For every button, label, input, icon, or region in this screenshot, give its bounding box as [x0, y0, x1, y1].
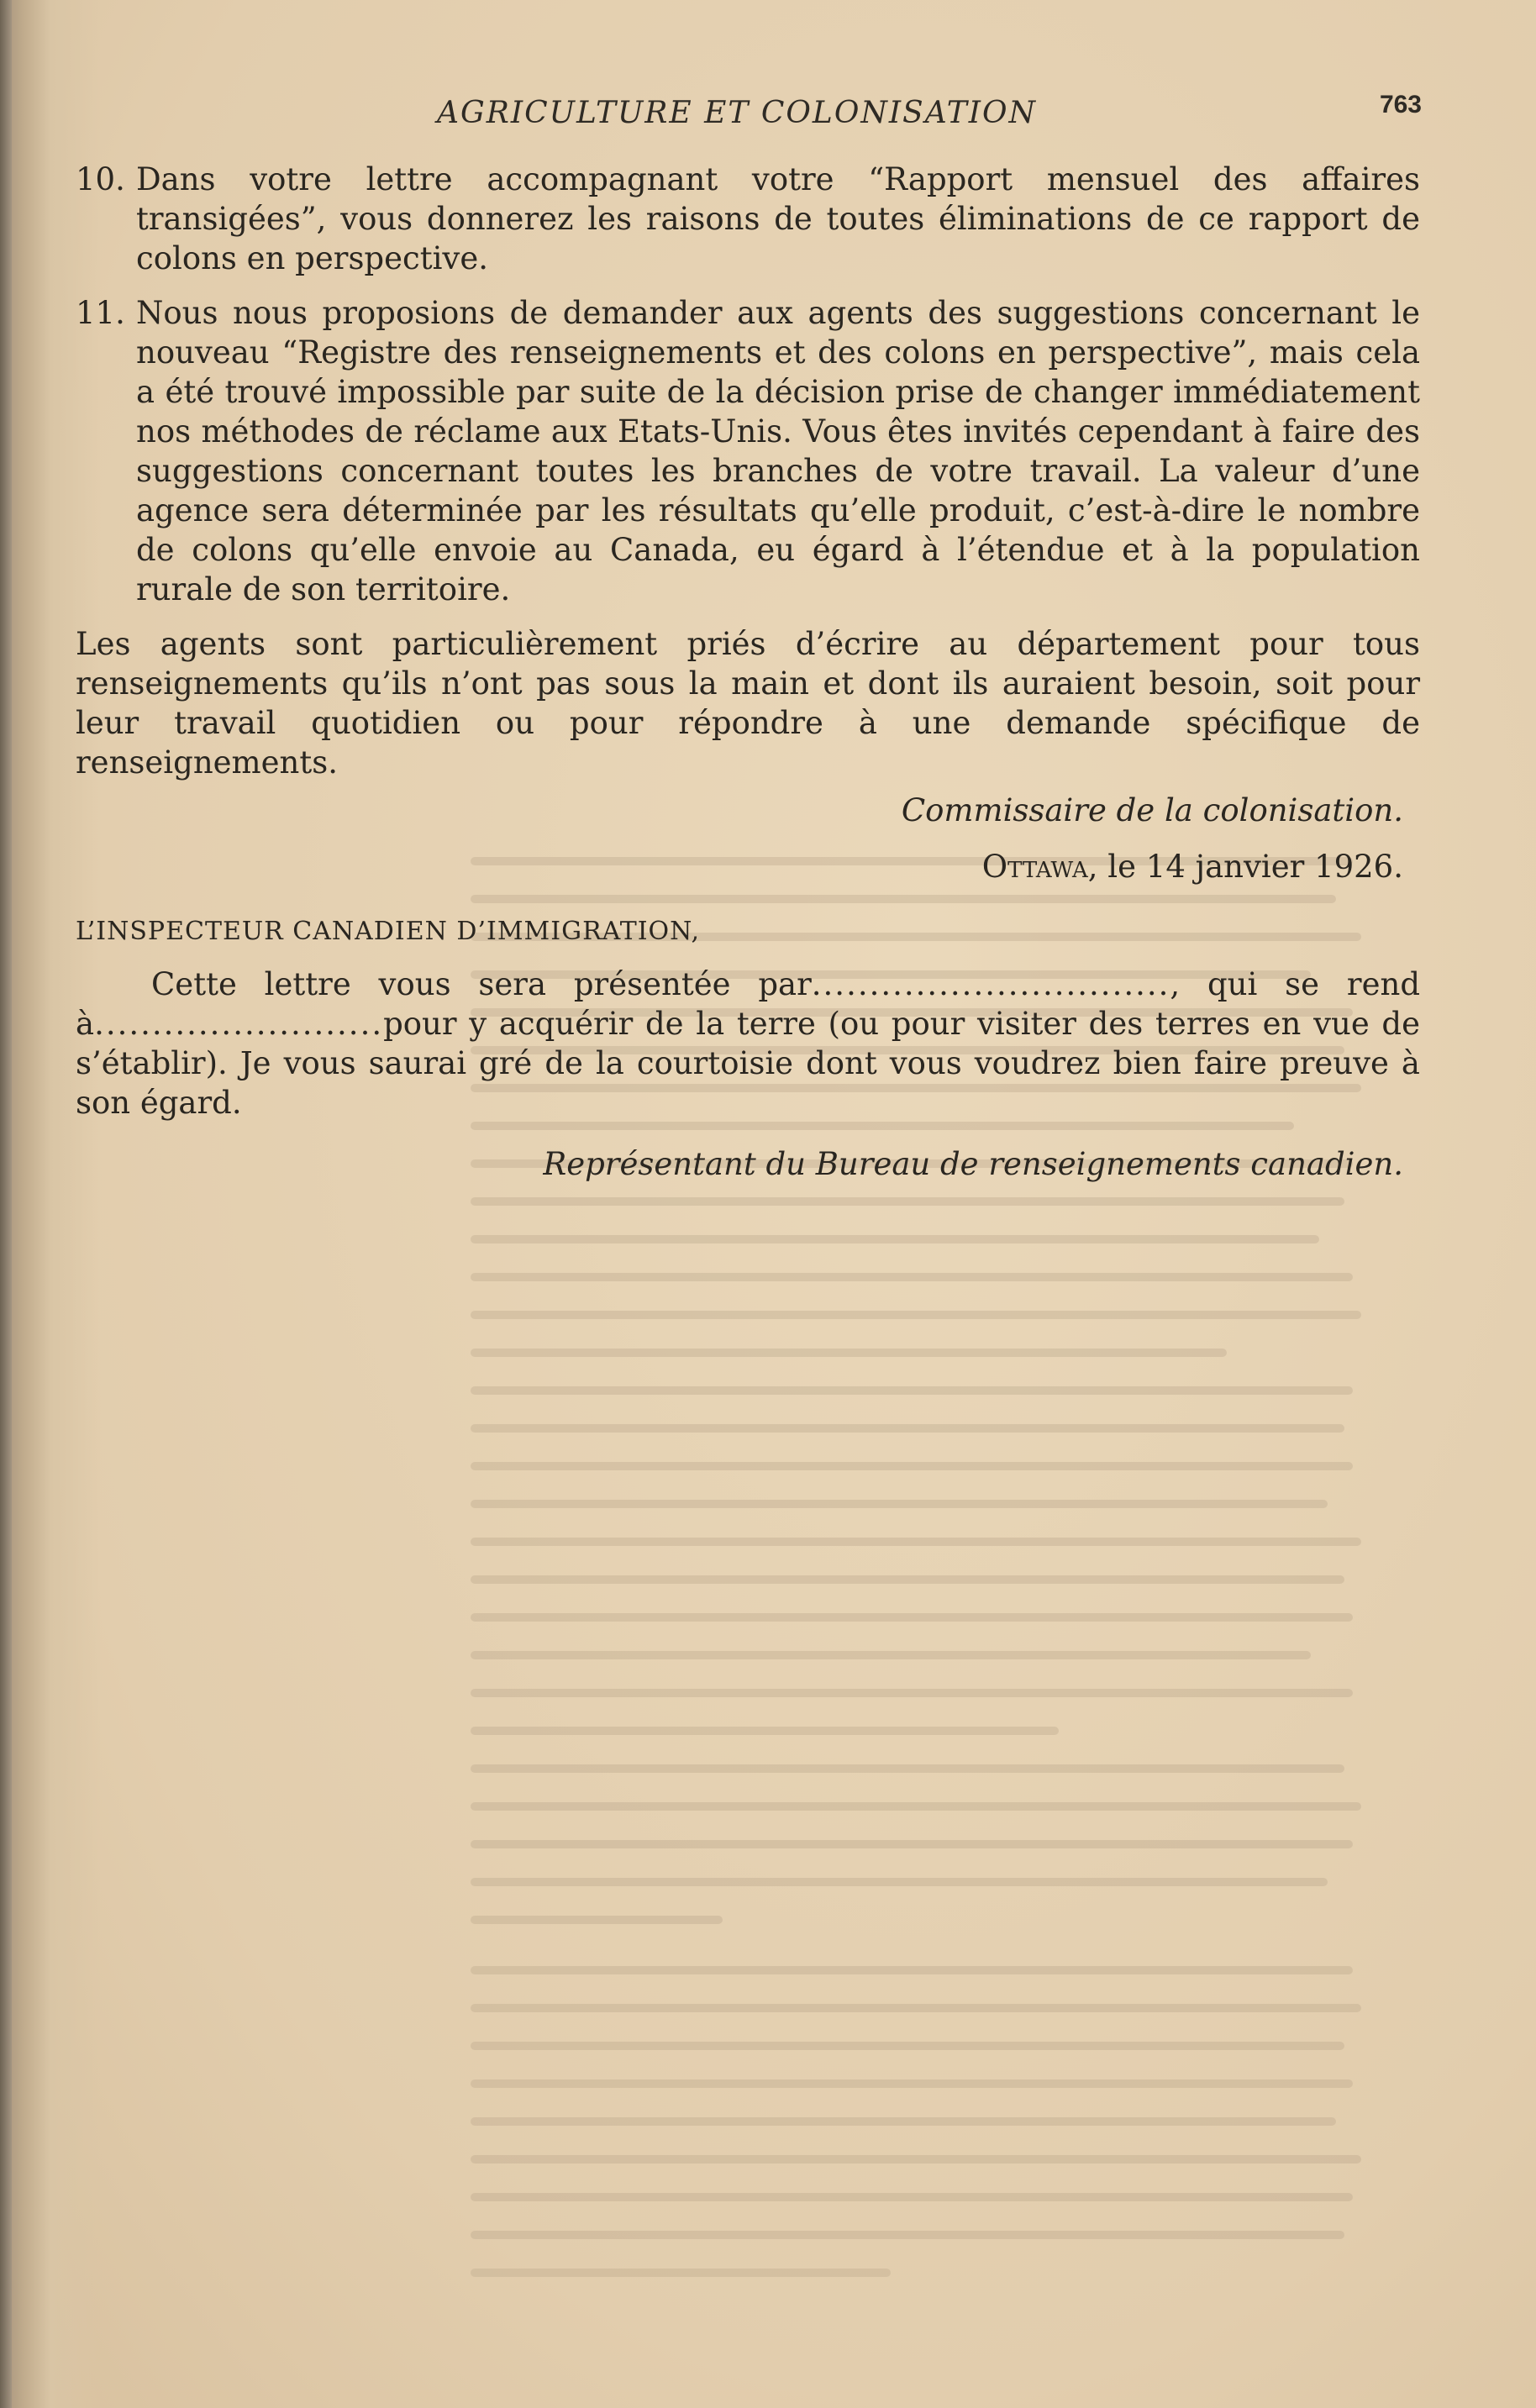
book-spine-edge — [0, 0, 12, 2408]
item-text: Dans votre lettre accompagnant votre “Rapport mensuel des affaires transigées”, vous donnerez les raisons de toutes éliminations de ce rapport de colons en perspective. — [136, 161, 1420, 276]
page-number: 763 — [1379, 91, 1422, 118]
item-number: 10. — [76, 161, 125, 197]
letter-line2-end: pour y acquérir de la terre (ou pour visiter des terres en vue de s’établir). Je vous saurai gré de la courtoisie dont vous voudrez bien faire preuve à son égard. — [76, 1006, 1420, 1121]
numbered-item-11 — [76, 293, 1420, 609]
addressee: L’INSPECTEUR CANADIEN D’IMMIGRATION, — [76, 917, 701, 946]
closing-paragraph: Les agents sont particulièrement priés d’écrire au département pour tous renseignements qu’ils n’ont pas sous la main et dont ils auraient besoin, soit pour leur travail quotidien ou pour répondre à une demande spécifique de renseignements. — [76, 626, 1420, 781]
letter-line1-end: , — [1170, 966, 1181, 1002]
representative-signature: Représentant du Bureau de renseignements canadien. — [543, 1146, 1403, 1182]
numbered-item-10 — [76, 160, 1420, 278]
date-rest: , le 14 janvier 1926. — [1087, 849, 1403, 885]
running-head — [76, 87, 1420, 138]
letter-line2-start: qui se rend à — [76, 966, 1421, 1042]
letter-body — [76, 965, 1420, 1123]
letter-line1-start: Cette lettre vous sera présentée par — [151, 966, 812, 1002]
date-place: Ottawa — [981, 849, 1088, 885]
item-text: Nous nous proposions de demander aux agents des suggestions concernant le nouveau “Registre des renseignements et des colons en perspective”, mais cela a été trouvé impossible par suite de la décision prise de changer immédiatement nos méthodes de réclame aux Etats-Unis. Vous êtes invités cependant à faire des suggestions concernant toutes les branches de votre travail. La valeur d’une agence sera déterminée par les résultats qu’elle produit, c’est-à-dire le nombre de colons qu’elle envoie au Canada, eu égard à l’étendue et à la population rurale de son territoire. — [136, 295, 1420, 607]
date-line — [76, 847, 1403, 886]
letter-line2-dots: ......................... — [94, 1006, 384, 1042]
commissioner-signature: Commissaire de la colonisation. — [901, 792, 1403, 828]
letter-line1-dots: ............................... — [811, 966, 1170, 1002]
body-text — [76, 160, 1420, 1184]
running-title: AGRICULTURE ET COLONISATION — [437, 96, 1037, 130]
item-number: 11. — [76, 295, 125, 331]
